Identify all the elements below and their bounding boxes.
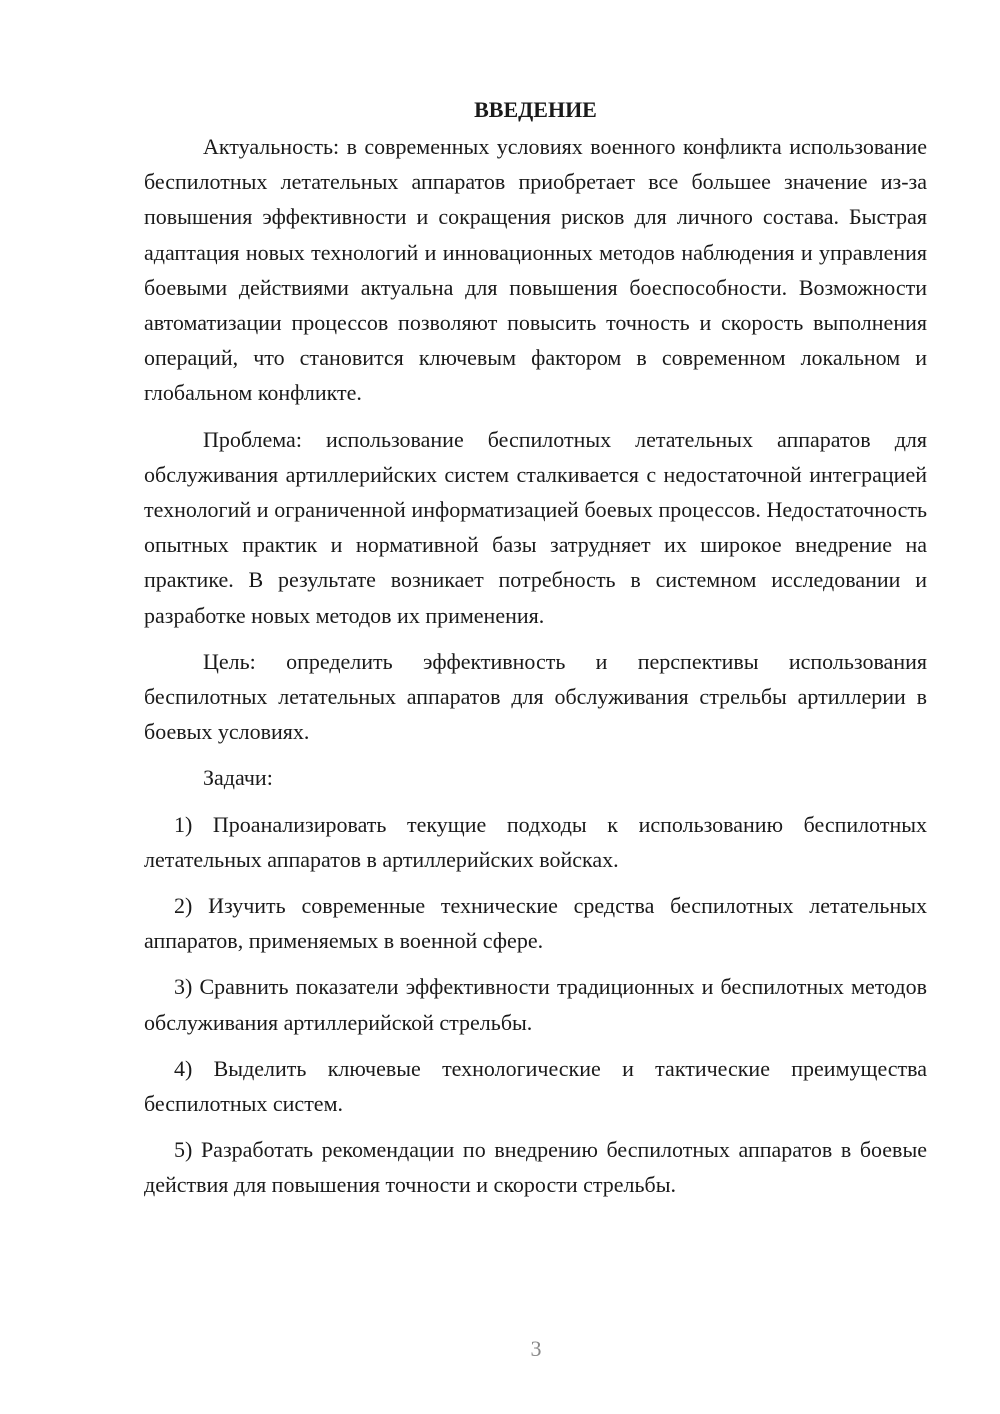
section-title: ВВЕДЕНИЕ	[474, 97, 597, 122]
paragraph-problem: Проблема: использование беспилотных летательных аппаратов для обслуживания артиллерийских систем сталкивается с недостаточной интеграцией технологий и ограниченной информатизацией боевых процессов. Недостаточность опытных практик и нормативной базы затрудняет их широкое внедрение на практике. В результате возникает потребность в системном исследовании и разработке новых методов их применения.	[144, 426, 927, 628]
task-item-1: 1) Проанализировать текущие подходы к использованию беспилотных летательных аппаратов в артиллерийских войсках.	[144, 811, 927, 872]
paragraph-relevance: Актуальность: в современных условиях военного конфликта использование беспилотных летательных аппаратов приобретает все большее значение из-за повышения эффективности и сокращения рисков для личного состава. Быстрая адаптация новых технологий и инновационных методов наблюдения и управления боевыми действиями актуальна для повышения боеспособности. Возможности автоматизации процессов позволяют повысить точность и скорость выполнения операций, что становится ключевым фактором в современном локальном и глобальном конфликте.	[144, 134, 927, 406]
task-item-4: 4) Выделить ключевые технологические и тактические преимущества беспилотных систем.	[144, 1055, 927, 1117]
task-item-5: 5) Разработать рекомендации по внедрению беспилотных аппаратов в боевые действия для повышения точности и скорости стрельбы.	[144, 1137, 927, 1198]
page-content	[144, 92, 927, 1214]
paragraph-goal: Цель: определить эффективность и перспективы использования беспилотных летательных аппаратов для обслуживания стрельбы артиллерии в боевых условиях.	[144, 648, 927, 745]
paragraph-tasks-heading: Задачи:	[203, 765, 273, 791]
page-number: 3	[530, 1336, 542, 1361]
task-item-3: 3) Сравнить показатели эффективности традиционных и беспилотных методов обслуживания артиллерийской стрельбы.	[144, 974, 927, 1035]
task-item-2: 2) Изучить современные технические средства беспилотных летательных аппаратов, применяемых в военной сфере.	[144, 893, 927, 954]
